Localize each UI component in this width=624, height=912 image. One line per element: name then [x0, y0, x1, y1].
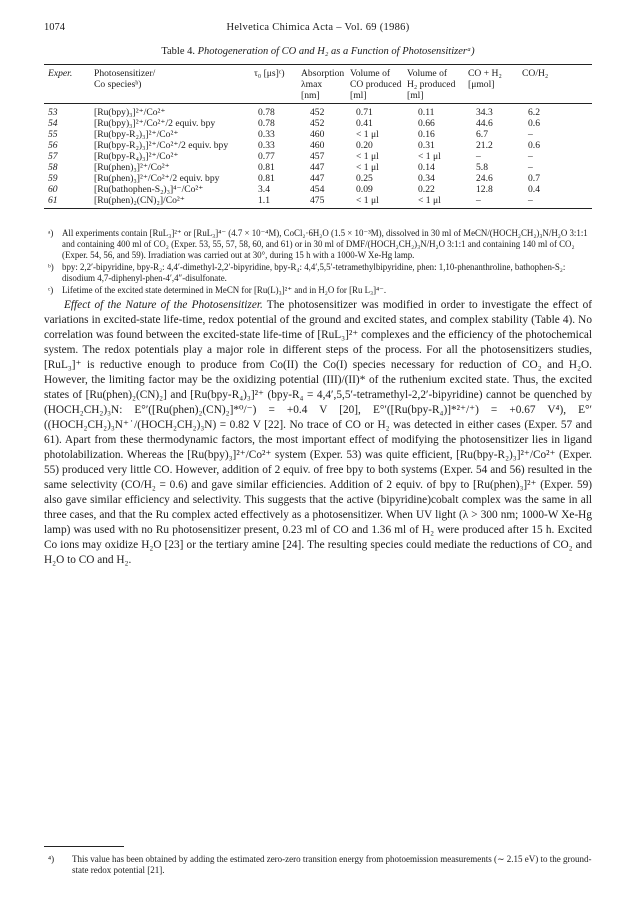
- cell-co: 0.41: [356, 118, 373, 129]
- cell-exp: 56: [48, 140, 58, 151]
- table-header-row-3: [44, 90, 592, 101]
- footnote-mark: ᶜ): [48, 285, 54, 295]
- cell-species: [Ru(bpy)₃]²⁺/Co²⁺: [94, 107, 166, 118]
- cell-h2: 0.14: [418, 162, 435, 173]
- header-ratio: CO/H₂: [522, 68, 549, 79]
- cell-species: [Ru(bpy-R₂)₃]²⁺/Co²⁺: [94, 129, 179, 140]
- cell-tau: 0.33: [258, 140, 275, 151]
- journal-title: Helvetica Chimica Acta – Vol. 69 (1986): [226, 22, 410, 33]
- cell-species: [Ru(bpy-R₄)₃]²⁺/Co²⁺: [94, 151, 179, 162]
- footnote-mark: ᵃ): [48, 228, 54, 238]
- cell-species: [Ru(phen)₃]²⁺/Co²⁺/2 equiv. bpy: [94, 173, 220, 184]
- header-total-2: [μmol]: [468, 79, 495, 90]
- cell-exp: 55: [48, 129, 58, 140]
- cell-abs: 447: [310, 173, 325, 184]
- table-footnotes: [44, 228, 592, 297]
- cell-total: 44.6: [476, 118, 493, 129]
- section-heading: Effect of the Nature of the Photosensitizer.: [64, 299, 263, 311]
- cell-exp: 54: [48, 118, 58, 129]
- table-header-row-1: [44, 68, 592, 79]
- cell-species: [Ru(phen)₂(CN)₂]/Co²⁺: [94, 195, 185, 206]
- footnote-mark: ⁴): [48, 854, 55, 864]
- cell-abs: 460: [310, 129, 325, 140]
- cell-co: < 1 μl: [356, 195, 379, 206]
- cell-h2: 0.22: [418, 184, 435, 195]
- table-row: [44, 118, 592, 129]
- footnote-text: All experiments contain [RuL₃]²⁺ or [RuL₃]⁴⁻ (4.7 × 10⁻⁴M), CoCl₂·6H₂O (1.5 × 10⁻³M), dissolved in 30 ml of MeCN/(HOCH₂CH₂)₃N/H₂O 3:1:1 and containing 400 ml of CO₂ (Exper. 53, 55, 57, 58, 60, and 61) or in 30 ml of DMF/(HOCH₂CH₂)₃N/H₂O 3:1:1 and containing 140 ml of CO₂ (Exper. 54, 56, and 59). Irradiation was carried out at 30°, during 15 h with a 1000-W Xe-Hg lamp.: [62, 228, 588, 260]
- cell-co: 0.71: [356, 107, 373, 118]
- header-total-1: CO + H₂: [468, 68, 502, 79]
- cell-species: [Ru(phen)₃]²⁺/Co²⁺: [94, 162, 170, 173]
- table-caption-title: Photogeneration of CO and H₂ as a Function of Photosensitizerᵃ): [197, 46, 475, 57]
- table-row: [44, 129, 592, 140]
- table-footnote: [44, 228, 592, 261]
- cell-species: [Ru(bpy-R₂)₃]²⁺/Co²⁺/2 equiv. bpy: [94, 140, 229, 151]
- cell-exp: 58: [48, 162, 58, 173]
- page-footnote-item: [44, 854, 592, 876]
- cell-ratio: –: [528, 162, 533, 173]
- header-co-2: CO produced: [350, 79, 402, 90]
- table-row: [44, 107, 592, 118]
- table-caption-prefix: Table 4.: [161, 46, 195, 57]
- cell-total: 34.3: [476, 107, 493, 118]
- paragraph-text: The photosensitizer was modified in order to investigate the effect of variations in excited-state life-time, redox potential of the ground and excited states, and complex stability (Table 4). No correlation was found between the excited-state life-time of [RuL₃]²⁺ complexes and the efficiency of the photochemical system. The redox potentials play a major role in different steps of the process. For all the photosensitizers studies, [RuL₃]⁺ is reductive enough to produce from Co(II) the Co(I) species necessary for reduction of CO₂ and H₂O. However, the limiting factor may be the oxidizing potential (III)/(II)* of the ruthenium excited state. Thus, the excited states of [Ru(phen)₂(CN)₂] and [Ru(bpy-R₄)₃]²⁺ (bpy-R₄ = 4,4′,5,5′-tetramethyl-2,2′-bipyridine) cannot be quenched by (HOCH₂CH₂)₃N: E°′([Ru(phen)₂(CN)₂]*⁰/⁻) = +0.4 V [20], E°′([Ru(bpy-R₄)]*²⁺/⁺) = +0.67 V⁴), E°′((HOCH₂CH₂)₃N⁺˙/(HOCH₂CH₂)₃N) = 0.82 V [22]. No trace of CO or H₂ was detected in either cases (Exper. 57 and 61). Apart from these thermodynamic factors, the most important effect of modifying the photosensitizer lies in ligand photolabilization. Whereas the [Ru(bpy)₃]²⁺/Co²⁺ system (Exper. 53) was quite efficient, [Ru(bpy-R₂)₃]²⁺/Co²⁺ (Exper. 55) produced very little CO. However, addition of 2 equiv. of free bpy to both systems (Exper. 54 and 56) resulted in the same selectivity (CO/H₂ = 0.6) and gave similar efficiencies. Addition of 2 equiv. of bpy to [Ru(phen)₃]²⁺ (Exper. 59) also gave similar efficiency and selectivity. This suggests that the active (bipyridine)cobalt complex was the same in all three cases, and that the Ru complex acted effectively as a photosensitizer. When UV light (λ > 300 nm; 1000-W Xe-Hg lamp) was used with no Ru photosensitizer present, 0.23 ml of CO and 1.36 ml of H₂ were produced after 15 h. Excited Co ions may oxidize H₂O [23] or the tertiary amine [24]. The resulting species could mediate the reductions of CO₂ and H₂O to CO and H₂.: [44, 299, 592, 566]
- cell-exp: 61: [48, 195, 58, 206]
- header-h2-1: Volume of: [407, 68, 448, 79]
- cell-h2: < 1 μl: [418, 195, 441, 206]
- cell-h2: 0.66: [418, 118, 435, 129]
- cell-tau: 0.78: [258, 118, 275, 129]
- cell-abs: 452: [310, 118, 325, 129]
- cell-species: [Ru(bathophen-S₂)₃]⁴⁻/Co²⁺: [94, 184, 204, 195]
- header-tau: τ₀ [μs]ᶜ): [254, 68, 285, 79]
- header-abs-1: Absorption: [301, 68, 345, 79]
- table-row: [44, 173, 592, 184]
- footnote-text: Lifetime of the excited state determined in MeCN for [Ru(L)₃]²⁺ and in H₂O for [Ru L₃]⁴⁻.: [62, 285, 387, 295]
- header-co-3: [ml]: [350, 90, 367, 101]
- cell-ratio: 6.2: [528, 107, 540, 118]
- cell-total: 12.8: [476, 184, 493, 195]
- table-footnote: [44, 285, 592, 296]
- header-h2-2: H₂ produced: [407, 79, 456, 90]
- page-header: [44, 22, 592, 38]
- cell-ratio: 0.6: [528, 118, 540, 129]
- cell-co: < 1 μl: [356, 129, 379, 140]
- data-table: [44, 64, 592, 209]
- cell-co: < 1 μl: [356, 151, 379, 162]
- cell-exp: 60: [48, 184, 58, 195]
- cell-co: 0.09: [356, 184, 373, 195]
- footnote-divider: [44, 846, 124, 847]
- cell-tau: 0.33: [258, 129, 275, 140]
- table-row: [44, 195, 592, 206]
- table-footnote: [44, 262, 592, 284]
- cell-ratio: –: [528, 129, 533, 140]
- footnote-mark: ᵇ): [48, 262, 54, 272]
- table-row: [44, 151, 592, 162]
- cell-co: < 1 μl: [356, 162, 379, 173]
- cell-total: 24.6: [476, 173, 493, 184]
- header-species-1: Photosensitizer/: [94, 68, 156, 79]
- body-section: [44, 298, 592, 568]
- cell-tau: 0.77: [258, 151, 275, 162]
- cell-ratio: 0.7: [528, 173, 540, 184]
- cell-exp: 57: [48, 151, 58, 162]
- cell-total: –: [476, 151, 481, 162]
- cell-ratio: 0.4: [528, 184, 540, 195]
- cell-tau: 1.1: [258, 195, 270, 206]
- cell-total: 21.2: [476, 140, 493, 151]
- cell-h2: < 1 μl: [418, 151, 441, 162]
- cell-total: 5.8: [476, 162, 488, 173]
- cell-species: [Ru(bpy)₃]²⁺/Co²⁺/2 equiv. bpy: [94, 118, 216, 129]
- cell-exp: 59: [48, 173, 58, 184]
- cell-abs: 452: [310, 107, 325, 118]
- cell-tau: 0.78: [258, 107, 275, 118]
- cell-total: 6.7: [476, 129, 488, 140]
- cell-abs: 454: [310, 184, 325, 195]
- cell-tau: 3.4: [258, 184, 270, 195]
- cell-co: 0.25: [356, 173, 373, 184]
- header-co-1: Volume of: [350, 68, 391, 79]
- header-species-2: Co speciesᵇ): [94, 79, 142, 90]
- header-abs-3: [nm]: [301, 90, 320, 101]
- cell-abs: 447: [310, 162, 325, 173]
- footnote-text: bpy: 2,2′-bipyridine, bpy-R₂: 4,4′-dimethyl-2,2′-bipyridine, bpy-R₄: 4,4′,5,5′-tetramethylbipyridine, phen: 1,10-phenanthroline, bathophen-S₂: disodium 4,7-diphenyl-phen-4′,4″-disulfonate.: [62, 262, 566, 283]
- cell-abs: 475: [310, 195, 325, 206]
- table-row: [44, 140, 592, 151]
- cell-ratio: 0.6: [528, 140, 540, 151]
- page-number: 1074: [44, 22, 65, 33]
- header-h2-3: [ml]: [407, 90, 424, 101]
- cell-tau: 0.81: [258, 162, 275, 173]
- table-header-row-2: [44, 79, 592, 90]
- body-paragraph: [44, 298, 592, 568]
- cell-h2: 0.16: [418, 129, 435, 140]
- cell-h2: 0.11: [418, 107, 435, 118]
- header-exp: Exper.: [48, 68, 73, 79]
- cell-abs: 457: [310, 151, 325, 162]
- cell-ratio: –: [528, 151, 533, 162]
- table-row: [44, 162, 592, 173]
- table-row: [44, 184, 592, 195]
- cell-h2: 0.34: [418, 173, 435, 184]
- header-abs-2: λmax: [301, 79, 323, 90]
- table-bottom-rule: [44, 208, 592, 209]
- cell-h2: 0.31: [418, 140, 435, 151]
- cell-tau: 0.81: [258, 173, 275, 184]
- cell-co: 0.20: [356, 140, 373, 151]
- cell-total: –: [476, 195, 481, 206]
- table-caption: [44, 46, 592, 57]
- footnote-text: This value has been obtained by adding the estimated zero-zero transition energy from photoemission measurements (∼ 2.15 eV) to the ground-state redox potential [21].: [72, 854, 592, 875]
- cell-ratio: –: [528, 195, 533, 206]
- page-footnote: [44, 854, 592, 877]
- cell-abs: 460: [310, 140, 325, 151]
- cell-exp: 53: [48, 107, 58, 118]
